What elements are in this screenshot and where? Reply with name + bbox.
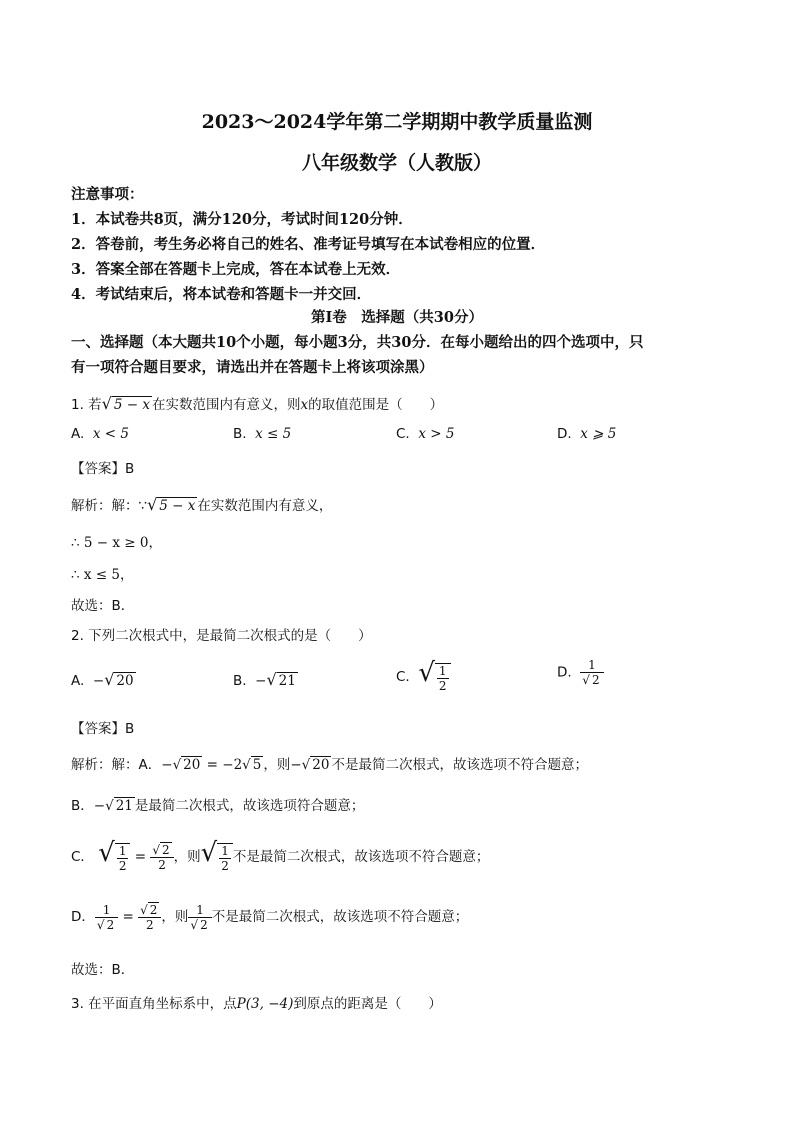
q2-solution-b: B．−√ 21 是最简二次根式，故该选项符合题意； (71, 798, 365, 814)
volume-title: 第Ⅰ卷 选择题（共30分） (311, 309, 483, 326)
q2-solution-c: C． √ $\frac{1}{2}$ = $\frac{√ 2}{2}$ ，则√ $\frac{1}{2}$ 不是最简二次根式，故该选项不符合题意； (71, 838, 490, 873)
q1-step2: ∴ x ≤ 5， (71, 567, 134, 583)
notes-heading: 注意事项： (71, 186, 144, 203)
q2-solution-d: D． $\frac{1}{√ 2}$ = $\frac{√ 2}{2}$ ，则 $\frac{1}{√ 2}$ 不是最简二次根式，故该选项不符合题意； (71, 903, 469, 932)
section-instruction-line2: 有一项符合题目要求，请选出并在答题卡上将该项涂黑） (71, 359, 434, 376)
q1-option-c: C. x > 5 (396, 426, 455, 442)
page-subtitle: 八年级数学（人教版） (301, 152, 492, 174)
q1-answer: 【答案】B (71, 461, 135, 477)
q3-stem: 3. 在平面直角坐标系中，点P(3, −4)到原点的距离是（ ） (71, 996, 442, 1012)
q1-option-a: A. x < 5 (71, 426, 129, 442)
q2-stem: 2. 下列二次根式中，是最简二次根式的是（ ） (71, 628, 372, 644)
q1-stem: 1. 若√ 5 − x 在实数范围内有意义，则x的取值范围是（ ） (71, 394, 444, 413)
q2-conclusion: 故选：B． (71, 962, 135, 978)
q1-prefix: 1. 若 (71, 397, 102, 413)
q1-var: x (300, 397, 309, 413)
q1-middle: 在实数范围内有意义，则 (151, 397, 301, 413)
note-item-1: 1．本试卷共8页，满分120分，考试时间120分钟． (71, 211, 413, 228)
q1-step1: ∴ 5 − x ≥ 0， (71, 535, 162, 551)
q1-solution: 解析：解：∵√ 5 − x 在实数范围内有意义， (71, 495, 333, 514)
q2-solution-a: 解析：解：A．−√ 20 = −2√ 5 ，则−√ 20 不是最简二次根式，故该选项不符合题意； (71, 757, 588, 773)
q1-option-b: B. x ≤ 5 (233, 426, 292, 442)
q1-radicand: 5 − x (113, 397, 150, 413)
q2-option-b: B. −√ 21 (233, 670, 296, 689)
section-instruction-line1: 一、选择题（本大题共10个小题，每小题3分，共30分．在每小题给出的四个选项中，只 (71, 334, 644, 351)
q2-answer: 【答案】B (71, 721, 135, 737)
q1-suffix: 的取值范围是（ ） (308, 397, 444, 413)
q1-option-d: D. x ⩾ 5 (557, 426, 617, 442)
page-title: 2023～2024学年第二学期期中教学质量监测 (201, 111, 593, 133)
q3-point: P(3, −4) (236, 996, 294, 1012)
q1-conclusion: 故选：B． (71, 598, 135, 614)
q2-option-a: A. −√ 20 (71, 670, 134, 689)
q2-option-d: D. $\frac{1}{√ 2}$ (557, 658, 604, 687)
note-item-3: 3．答案全部在答题卡上完成，答在本试卷上无效． (71, 261, 401, 278)
q2-option-c: C. √ $\frac{1}{2}$ (396, 658, 451, 693)
note-item-4: 4．考试结束后，将本试卷和答题卡一并交回． (71, 286, 372, 303)
note-item-2: 2．答卷前，考生务必将自己的姓名、准考证号填写在本试卷相应的位置． (71, 236, 546, 253)
